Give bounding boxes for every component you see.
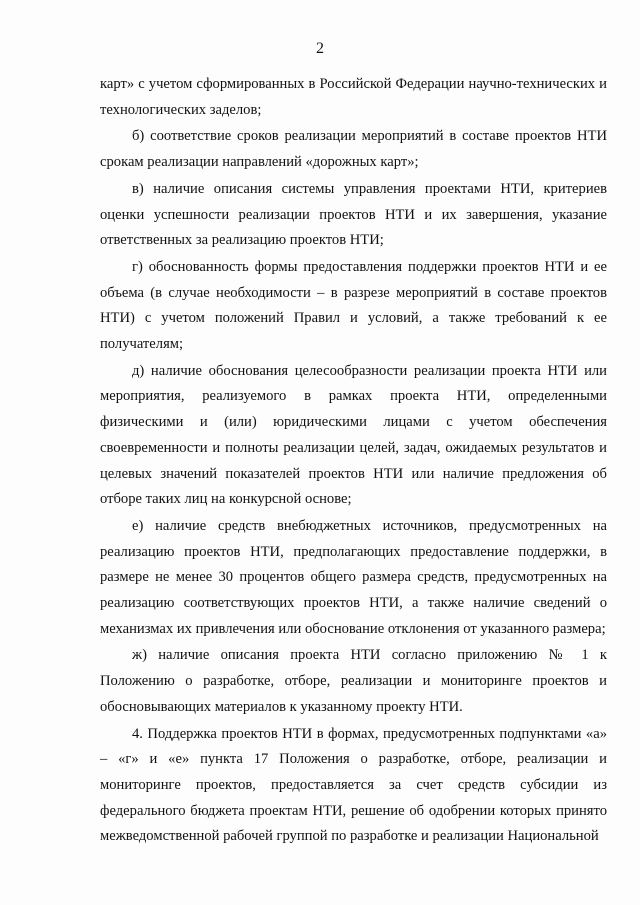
paragraph-item-zh: ж) наличие описания проекта НТИ согласно приложению № 1 к Положению о разработке, отборе, реализации и мониторинге проектов и обосновывающих материалов к указанному проекту НТИ. xyxy=(100,647,607,715)
page-number: 2 xyxy=(316,40,324,57)
paragraph-item-g: г) обоснованность формы предоставления поддержки проектов НТИ и ее объема (в случае необходимости – в разрезе мероприятий в составе проектов НТИ) с учетом положений Правил и условий, а также требований к ее получателям; xyxy=(100,258,607,353)
paragraph-item-b: б) соответствие сроков реализации мероприятий в составе проектов НТИ срокам реализации направлений «дорожных карт»; xyxy=(100,128,607,171)
paragraph-item-d: д) наличие обоснования целесообразности реализации проекта НТИ или мероприятия, реализуемого в рамках проекта НТИ, определенными физическими и (или) юридическими лицами с учетом обеспечения своевременности и полноты реализации целей, задач, ожидаемых результатов и целевых значений показателей проектов НТИ или наличие предложения об отборе таких лиц на конкурсной основе; xyxy=(100,362,607,508)
paragraph-item-e: е) наличие средств внебюджетных источников, предусмотренных на реализацию проектов НТИ, предполагающих предоставление поддержки, в размере не менее 30 процентов общего размера средств, предусмотренных на реализацию соответствующих проектов НТИ, а также наличие сведений о механизмах их привлечения или обоснование отклонения от указанного размера; xyxy=(100,517,607,637)
document-body xyxy=(100,72,607,850)
paragraph-item-v: в) наличие описания системы управления проектами НТИ, критериев оценки успешности реализации проектов НТИ и их завершения, указание ответственных за реализацию проектов НТИ; xyxy=(100,180,607,249)
paragraph-section-4: 4. Поддержка проектов НТИ в формах, предусмотренных подпунктами «а» – «г» и «е» пункта 17 Положения о разработке, отборе, реализации и мониторинге проектов, предоставляется за счет средств субсидии из федерального бюджета проектам НТИ, решение об одобрении которых принято межведомственной рабочей группой по разработке и реализации Национальной xyxy=(100,725,607,845)
paragraph-continuation: карт» с учетом сформированных в Российской Федерации научно-технических и технологических заделов; xyxy=(100,76,607,118)
